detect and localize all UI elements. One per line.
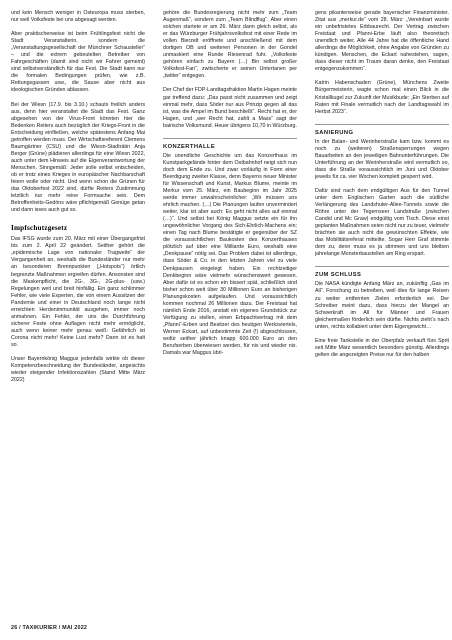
section-heading-impfschutzgesetz: Impfschutzgesetz [11,224,68,233]
paragraph: In der Balan- und Werinherstraße kam bzw. kommt es noch zu (weiteren) Straßensperrungen wegen Bauarbeiten an den jeweiligen Bahnunterführungen. Die Unterführung an der Werinherstraße wird vermutlich so, dass die Straße voraussichtlich im Juni und Oktober jeweils für ca. vier Wochen komplett gesperrt wird. [315,138,449,180]
paragraph: Unser Bayernkönig Maggus jedenfalls wirkte ob dieser Kompetenzbeschneidung der Bundesländer, angesichts wieder steigender Infektionszahlen (Stand Mitte März 2022) [11,356,145,384]
paragraph: Das IFSG wurde zum 20. März mit einer Übergangsfrist bis zum 2. April 22 geändert. Seither gehört die „epidemische Lage von nationaler Tragweite“ der Vergangenheit an, weshalb die Bundesländer nur mehr an besonderen Brennpunkten („Hotspots“) örtlich begrenzte Maßnahmen ergreifen dürfen. Ansonsten sind die Maskenpflicht, die 2G-, 3G-, 2G-plus- (usw.) Regelungen weit und breit hinfällig. Ein ganz schlimmer Fehler, wie viele Experten, die von einem Aussitzen der Pandemie und einer in Deutschland noch lange nicht erreichten Herdenimmunität ausgehen, immer noch anmahnen. Ein Fehler, der uns die Durchführung sicherer Feste ohne Auflagen nicht mehr ermöglicht, auch wenn keiner mehr genau weiß: Gefährlich ist Corona nicht mehr! Keine Lust mehr? Dann ist es halt so. [11,236,145,348]
paragraph: Bei der Wiesn (17.9. bis 3.10.) schauts freilich anders aus, denn hier veranstaltet die Stadt das Fest. Ganz abgesehen von der Virus-Front könnten hier die Bedenken Reiters auch bezüglich der Kriegs-Front in die Entscheidung einfließen, welche spätestens Anfang Mai getroffen werden muss. Der Wirtschaftsreferent Clemens Baumgärtner (CSU) und die Wiesn-Stadträtin Anja Berger (Grüne) plädieren allerdings für eine Wiesn 2022, auch unter dem Hinweis auf die Eigenverantwortung der Menschen. Sinngemäß: Jeder solle selbst entscheiden, ob er trotz eines Krieges in europäischer Nachbarschaft feiern wolle oder nicht. Und wenn schon die Grünen für das Oktoberfest 2022 sind, dürfte Reiters Zustimmung letztlich nur mehr reine Formsache sein. Dem Betroffenheits-Gedöns wäre pflichtgemäß Genüge getan und dann isses auch gut so. [11,101,145,214]
paragraph: Der Chef der FDP-Landtagsfraktion Martin Hagen meinte gar treffend dazu: „Das passt nicht zusammen und zeigt einmal mehr, dass Söder nur aus Prinzip gegen all das ist, was die Ampel im Bund beschließt“. Recht hat er, der Hagen, und „wer Recht hat, zahlt a Mass“ sagt der bairische Volksmund. Heuer übrigens 10,70 in Würzburg. [163,87,297,129]
page-footer: 26 / TAXIKURIER / MAI 2022 [11,625,88,631]
section-heading-konzerthalle: KONZERTHALLE [163,138,297,151]
paragraph: Aber praktischerweise ist beim Frühlingsfest nicht die Stadt Veranstalterin, sondern die „Veranstaltungsgesellschaft der Münchner Schausteller“ – und die extrem gebeutelten Betreiber von Fahrgeschäften (damit sind nicht wir Fahrer gemeint) sind selbstverständlich für das Fest. Die Stadt kann nur die formalen Bedingungen prüfen, wie z.B. Rettungsgassen usw., die Sause aber nicht aus ideologischen Gründen ablassen. [11,31,145,94]
article-column-1 [11,10,145,384]
section-heading-sanierung: SANIERUNG [315,124,449,137]
article-column-2 [163,10,297,357]
article-column-3 [315,10,449,359]
paragraph: Die NASA kündigte Anfang März an, zukünftig „Gas im All“. Forschung zu betreiben, weil dies für lange Reisen zu weiter entfernten Zielen erforderlich sei. Der Schreiber meint dazu, dass hierzu der Mangel an Schwerkraft im All für Männer und Frauen gleichermaßen förderlich sein dürfte. Nichts zieht‘s nach unten, nichts kollabiert unter dem Eigengewicht… [315,281,449,330]
paragraph: Die unendliche Geschichte um das Konzerthaus im Kunstparkgelände hinter dem Ostbahnhof neigt sich nun doch dem Ende zu. Und zwar vorläufig in Form einer Beerdigung zweiter Klasse, denn Bayerns neuer Minister für Wissenschaft und Kunst, Markus Blume, meinte im Merkur vom 25. März, ein Baubeginn im Jahr 2025 werde immer unwahrscheinlicher: „Wir müssen uns ehrlich machen. (…) Die Planungen laufen unvermindert weiter, klar ist aber auch: Es geht nicht alles auf einmal (…)“. Und selbst bei König Maggus setzte ein für ihn ungewöhnlicher Vorgang des Sich-Ehrlich-Machens ein: einen Tag nach Blume bestätigte er gegenüber der SZ die voraussichtlichen Baukosten des Konzerthauses plötzlich auf über eine Milliarde Euro, weshalb eine „Denkpause“ nötig sei. Das Problem dabei ist allerdings, dass Söder & Co. in den letzten Jahren viel zu viele Denkpausen eingelegt haben. Ein rechtzeitiger Denkbeginn wäre vielmehr wünschenswert gewesen. Aber dafür ist es schon ein bissert spät, schließlich sind bisher schon weit über 30 Millionen Euro an bisherigen Planungskosten aufgelaufen. Und voraussichtlich kommen nochmal 26 Millionen dazu. Der Freistaat hat nämlich Ende 2016, anstatt ein eigenes Grundstück zur Verfügung zu stellen, einen Erbpachtvertrag mit dem „Pfanni“-Erben und Besitzer des heutigen Werksviertels, Werner Eckart, auf unbestimmte Zeit (!) abgeschlossen, wofür seither jährlich knapp 600.000 Euro an den Berufserben überwiesen werden, für nix und wieder nix. Damals war Maggus übri- [163,152,297,357]
paragraph: Eine freie Tankstelle in der Oberpfalz verkauft fürs Sprit seit Mitte März wesentlich besonders günstig. Allerdings gelten die angezeigten Preise nur für den halben [315,337,449,358]
section-heading-zum-schluss: ZUM SCHLUSS [315,266,449,279]
paragraph: gehöre die Bundesregierung nicht mehr zum „Team Augenmaß“, sondern zum „Team Blindflug“. Aber einen solchen startete er am 26. März dann gleich selbst, als er das Würzburger Frühjahrsvolksfest mit einer Rede im vollen Bierzelt eröffnete und anschließend mit dem dortigen OB und weiteren Personen in der Gondel unmaskiert eine Runde Riesenrad fuhr. „Volksfeste gehören einfach zu Bayern (…) Bin selbst großer Volksfest-Fan“, zwitscherte er seinen Untertanen per „twitter“ entgegen. [163,10,297,80]
paragraph: Katrin Habenschaden (Grüne), Münchens Zweite Bürgermeisterin, wagte schon mal einen Blick in die Kristallkugel zur Zukunft der Musikbude: „Ein Sterben auf Raten mit Finale vermutlich nach der Landtagswahl im Herbst 2023“. [315,80,449,115]
paragraph: gens pikanterweise gerade bayerischer Finanzminister. Zitat aus „merkur.de“ vom 28. März: „Vereinbart wurde ein unbefristetes Erbbaurecht. Der Vertrag zwischen Freistaat und Pfanni-Erbe läuft also theoretisch unendlich weiter. Alle 44 Jahre hat die öffentliche Hand allerdings die Möglichkeit, ohne Angabe von Gründen zu kündigen. Menschen, die Eckart nahestehen, sagen, dass dieser nicht im Traum daran denke, den Freistaat entgegenzukommen“. [315,10,449,73]
paragraph: und kein Mensch weniger in Osteuropa muss sterben, nur weil Volksfeste bei uns abgesagt werden. [11,10,145,24]
paragraph: Dafür sind nach dem endgültigen Aus für den Tunnel unter dem Englischen Garten auch die südliche Verlängerung des Landshuter-Allee-Tunnels sowie die Röhre unter der Tegernseer Landstraße (zwischen Candid und Mc Graw) endgültig vom Tisch. Diese einst geplanten Maßnahmen seien nicht nur zu teuer, vielmehr brächten sie auch nicht die gewünschten Effekte, wie das Mobilitätsreferat mitteilte. Sogar Herr Graf stimmte dem zu, denn muss es ja stimmen und uns bleiben jahrelange Monsterbaustellen am Ring erspart. [315,187,449,258]
